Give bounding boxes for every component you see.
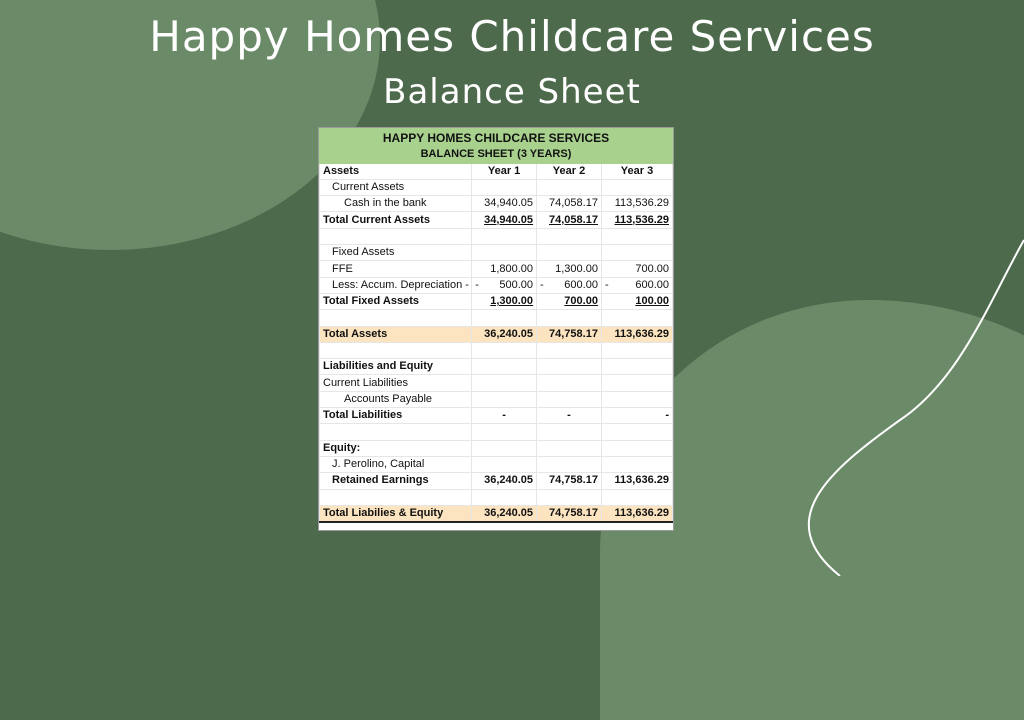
col-year3: Year 3 — [601, 163, 672, 179]
negative-dash: - — [604, 278, 609, 291]
cell-value: 36,240.05 — [472, 505, 537, 522]
report-title: BALANCE SHEET (3 YEARS) — [320, 147, 673, 163]
table-row — [320, 293, 673, 309]
col-year1: Year 1 — [472, 163, 537, 179]
cell-value: 1,300.00 — [472, 293, 537, 309]
table-row-total-assets — [320, 326, 673, 342]
row-label: Cash in the bank — [320, 196, 472, 212]
row-label: FFE — [320, 261, 472, 277]
depreciation-label: Less: Accum. Depreciation — [332, 278, 463, 291]
negative-dash: - — [540, 278, 544, 291]
cell-value: 1,300.00 — [537, 261, 602, 277]
row-label: Total Fixed Assets — [320, 293, 472, 309]
table-row — [320, 245, 673, 261]
value-text: 600.00 — [564, 278, 598, 291]
cell-value: 113,636.29 — [601, 505, 672, 522]
table-row — [320, 408, 673, 424]
table-row — [320, 196, 673, 212]
row-label: Total Liabilities — [320, 408, 472, 424]
row-label: Fixed Assets — [320, 245, 472, 261]
col-assets: Assets — [320, 163, 472, 179]
cell-value: - — [472, 408, 537, 424]
row-label: Current Assets — [320, 179, 472, 195]
row-label: Current Liabilities — [320, 375, 472, 391]
cell-value: 74,758.17 — [537, 505, 602, 522]
cell-value — [601, 277, 672, 293]
row-label: Retained Earnings — [320, 473, 472, 489]
cell-value: - — [601, 408, 672, 424]
cell-value: 113,536.29 — [601, 196, 672, 212]
row-label: Total Current Assets — [320, 212, 472, 228]
page-title: Happy Homes Childcare Services — [149, 12, 875, 61]
table-row — [320, 261, 673, 277]
cell-value: 74,058.17 — [537, 212, 602, 228]
company-name: HAPPY HOMES CHILDCARE SERVICES — [320, 129, 673, 147]
cell-value: 113,636.29 — [601, 326, 672, 342]
cell-value: 36,240.05 — [472, 473, 537, 489]
cell-value: 74,758.17 — [537, 473, 602, 489]
row-label: J. Perolino, Capital — [320, 456, 472, 472]
table-row — [320, 440, 673, 456]
cell-value: - — [537, 408, 602, 424]
cell-value — [472, 277, 537, 293]
table-row — [320, 277, 673, 293]
cell-value: 34,940.05 — [472, 212, 537, 228]
row-label: Liabilities and Equity — [320, 359, 472, 375]
table-row — [320, 359, 673, 375]
table-row — [320, 375, 673, 391]
row-label: Total Liabilies & Equity — [320, 505, 472, 522]
negative-dash: - — [475, 278, 479, 291]
cell-value: 700.00 — [537, 293, 602, 309]
table-row — [320, 391, 673, 407]
column-header-row — [320, 163, 673, 179]
cell-value: 1,800.00 — [472, 261, 537, 277]
cell-value: 36,240.05 — [472, 326, 537, 342]
cell-value: 113,636.29 — [601, 473, 672, 489]
cell-value: 74,758.17 — [537, 326, 602, 342]
table-row — [320, 212, 673, 228]
negative-dash: - — [465, 278, 469, 291]
cell-value: 34,940.05 — [472, 196, 537, 212]
table-row — [320, 456, 673, 472]
value-text: 600.00 — [635, 278, 669, 291]
cell-value: 700.00 — [601, 261, 672, 277]
row-label: Equity: — [320, 440, 472, 456]
cell-value: 74,058.17 — [537, 196, 602, 212]
row-label — [320, 277, 472, 293]
table-row — [320, 473, 673, 489]
row-label: Accounts Payable — [320, 391, 472, 407]
table-row-total-liabilities-equity — [320, 505, 673, 522]
cell-value — [537, 277, 602, 293]
page-subtitle: Balance Sheet — [383, 72, 641, 112]
balance-sheet-table — [318, 127, 674, 531]
row-label: Total Assets — [320, 326, 472, 342]
value-text: 500.00 — [499, 278, 534, 291]
cell-value: 113,536.29 — [601, 212, 672, 228]
cell-value: 100.00 — [601, 293, 672, 309]
col-year2: Year 2 — [537, 163, 602, 179]
table-row — [320, 179, 673, 195]
